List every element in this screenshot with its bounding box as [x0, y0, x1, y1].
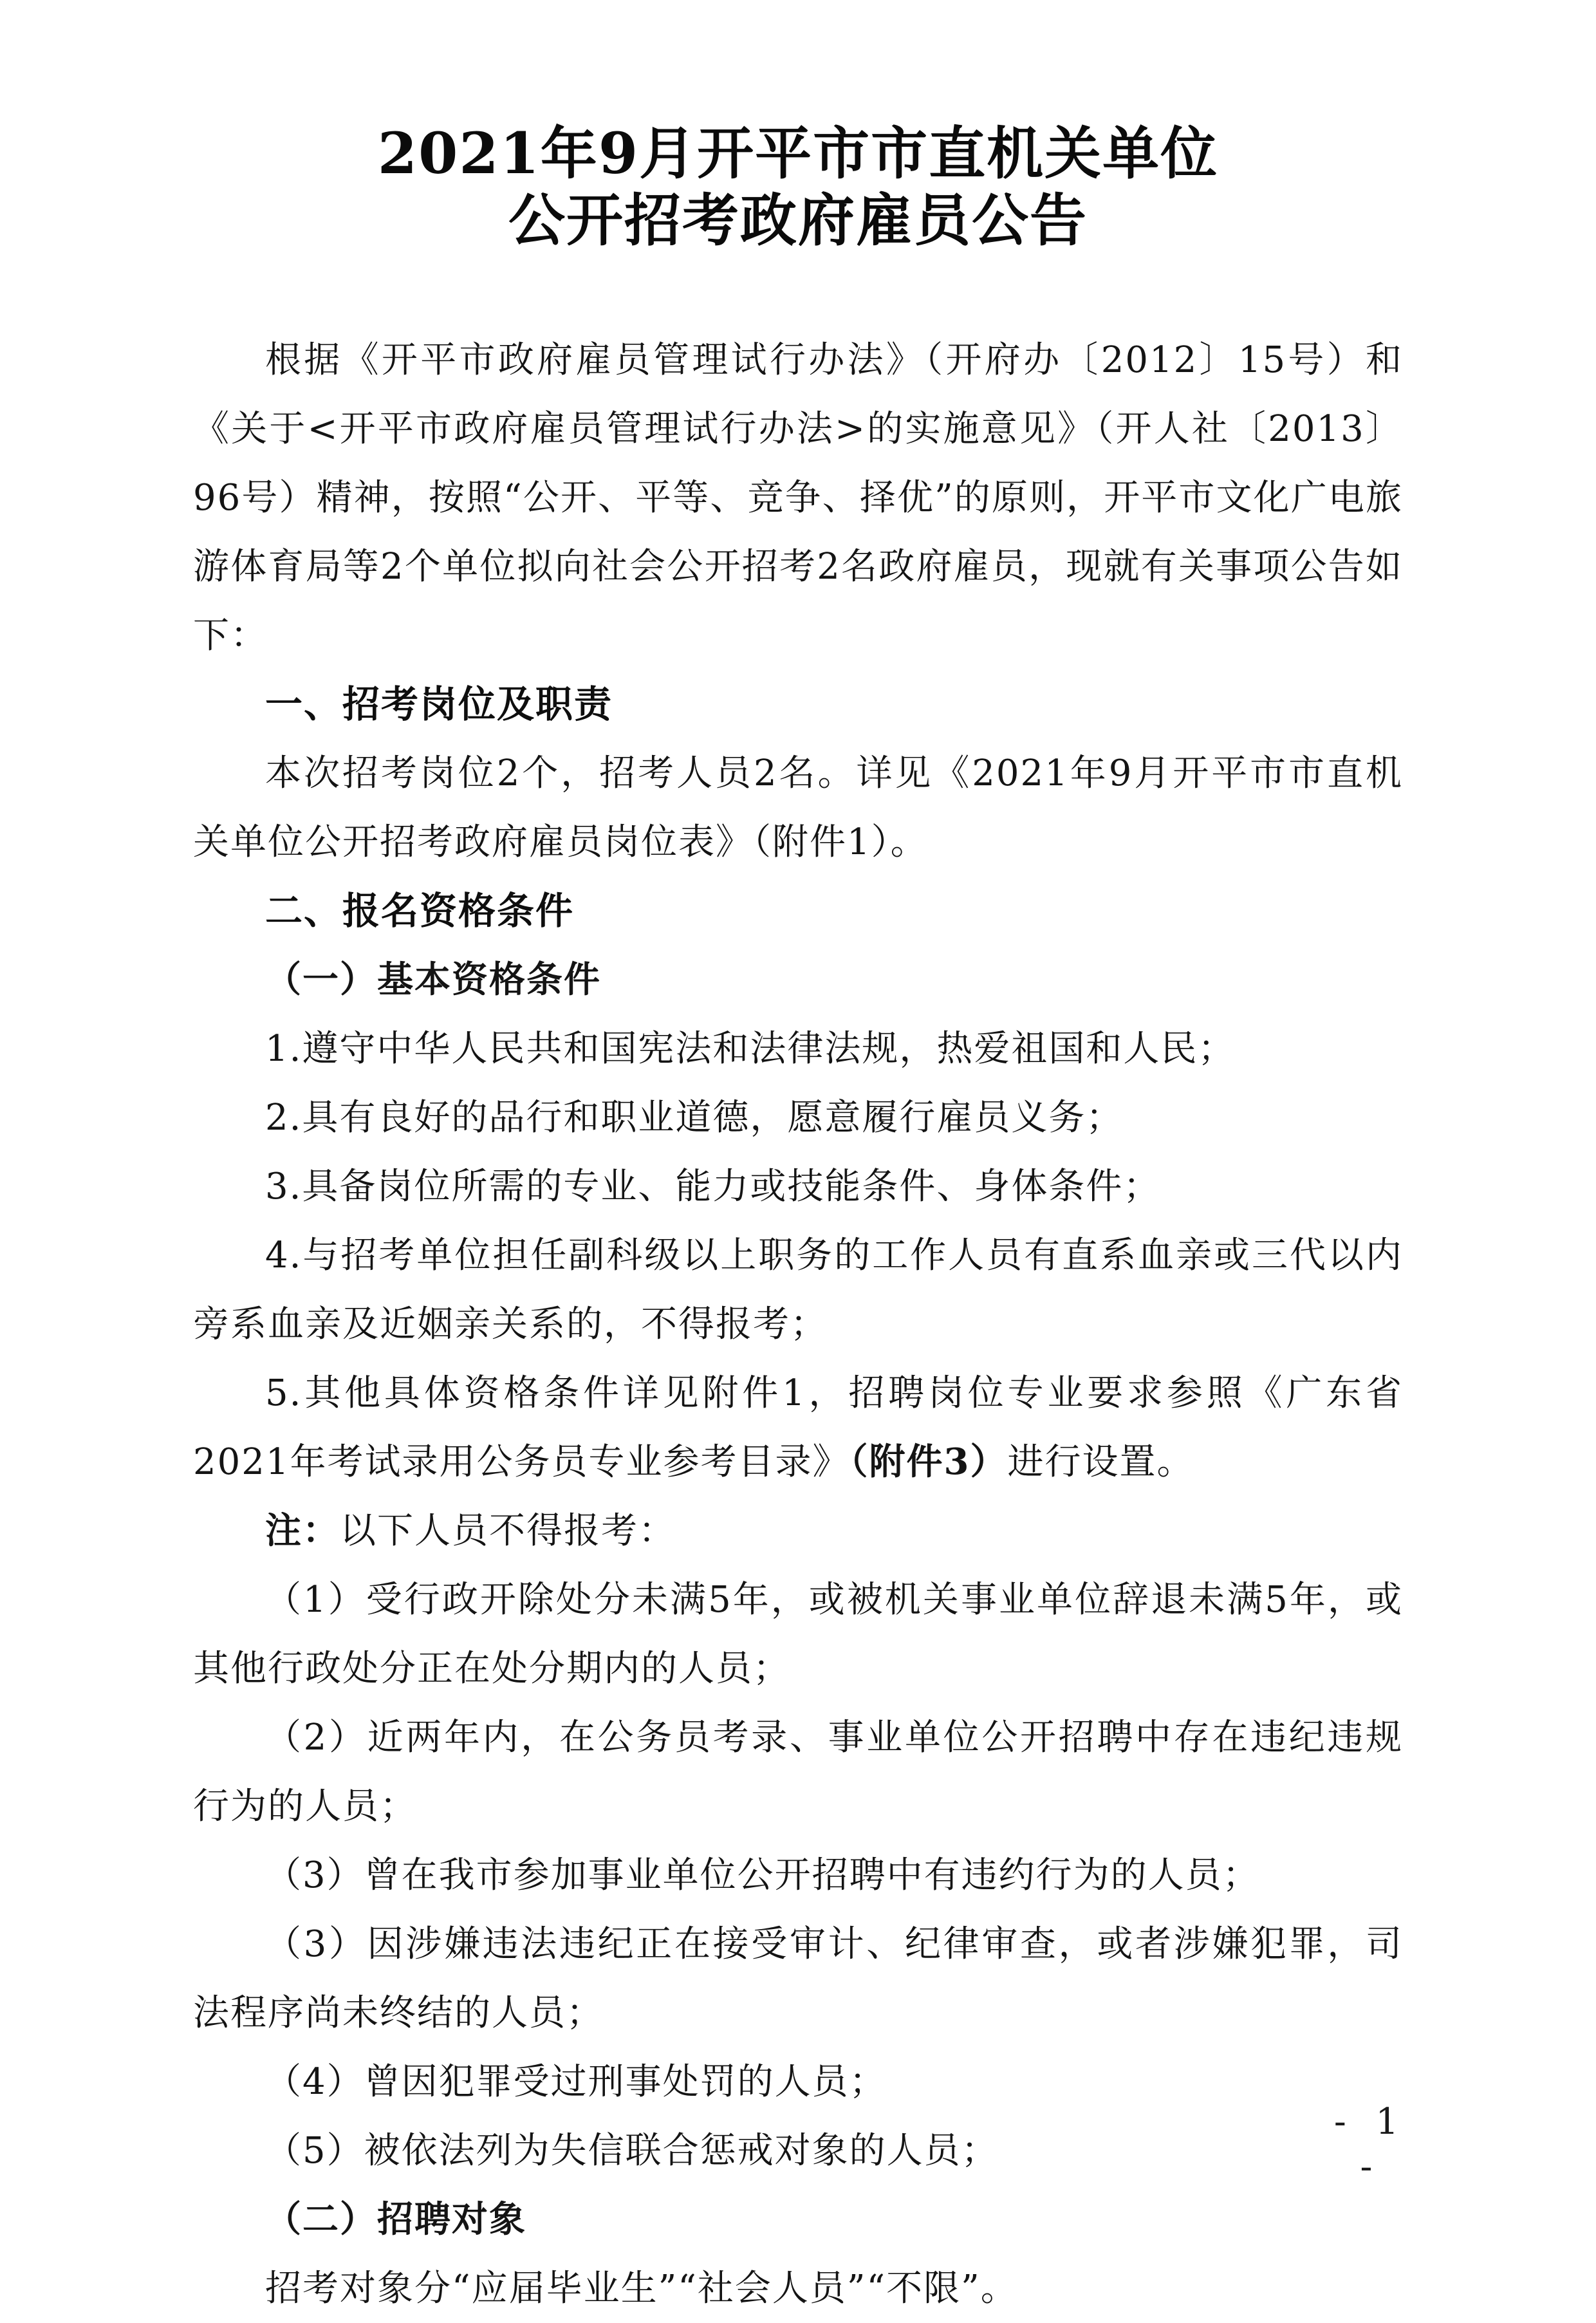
section-1-heading: 一、招考岗位及职责: [265, 682, 613, 726]
qualification-item-5-text: 5.其他具体资格条件详见附件1，招聘岗位专业要求参照《广东省2021年考试录用公务员专业参考目录》: [193, 1372, 1403, 1483]
note-paragraph: [193, 1497, 1403, 1565]
appendix-3-reference: （附件3）: [849, 1441, 1008, 1483]
section-1-text: 本次招考岗位2个，招考人员2名。详见《2021年9月开平市市直机关单位公开招考政府雇员岗位表》（附件1）。: [193, 752, 1403, 863]
recruitment-target-text: 招考对象分“应届毕业生”“社会人员”“不限”。: [265, 2268, 1018, 2309]
subsection-basic-qualifications: （一）基本资格条件: [265, 959, 601, 1001]
qualification-item-2: 2.具有良好的品行和职业道德，愿意履行雇员义务；: [265, 1097, 1124, 1139]
section-2-heading: 二、报名资格条件: [265, 889, 575, 933]
qualification-item-5: [193, 1359, 1403, 1497]
qualification-item-1: 1.遵守中华人民共和国宪法和法律法规，热爱祖国和人民；: [265, 1028, 1236, 1070]
intro-paragraph: 根据《开平市政府雇员管理试行办法》（开府办〔2012〕15号）和《关于<开平市政府雇员管理试行办法>的实施意见》（开人社〔2013〕96号）精神，按照“公开、平等、竞争、择优”的原则，开平市文化广电旅游体育局等2个单位拟向社会公开招考2名政府雇员，现就有关事项公告如下：: [193, 339, 1403, 657]
document-title-line-1: 2021年9月开平市市直机关单位: [377, 120, 1219, 187]
qualification-item-4: 4.与招考单位担任副科级以上职务的工作人员有直系血亲或三代以内旁系血亲及近姻亲关系的，不得报考；: [193, 1235, 1403, 1345]
qualification-item-3: 3.具备岗位所需的专业、能力或技能条件、身体条件；: [265, 1166, 1161, 1208]
note-text: 以下人员不得报考：: [340, 1510, 676, 1552]
exclusion-item-2: （2）近两年内，在公务员考录、事业单位公开招聘中存在违纪违规行为的人员；: [193, 1717, 1403, 1827]
qualification-item-5-tail: 进行设置。: [1007, 1441, 1194, 1483]
exclusion-item-6: （5）被依法列为失信联合惩戒对象的人员；: [265, 2130, 999, 2172]
exclusion-item-4: （3）因涉嫌违法违纪正在接受审计、纪律审查，或者涉嫌犯罪，司法程序尚未终结的人员；: [193, 1923, 1403, 2034]
document-title-line-2: 公开招考政府雇员公告: [508, 187, 1088, 254]
page-number: - 1 -: [1333, 2101, 1408, 2188]
subsection-recruitment-target: （二）招聘对象: [265, 2199, 526, 2241]
exclusion-item-1: （1）受行政开除处分未满5年，或被机关事业单位辞退未满5年，或其他行政处分正在处分期内的人员；: [193, 1579, 1403, 1690]
document-body: [193, 326, 1403, 2323]
exclusion-item-5: （4）曾因犯罪受过刑事处罚的人员；: [265, 2061, 887, 2103]
exclusion-item-3: （3）曾在我市参加事业单位公开招聘中有违约行为的人员；: [265, 1854, 1260, 1896]
note-label: 注：: [265, 1509, 340, 1552]
